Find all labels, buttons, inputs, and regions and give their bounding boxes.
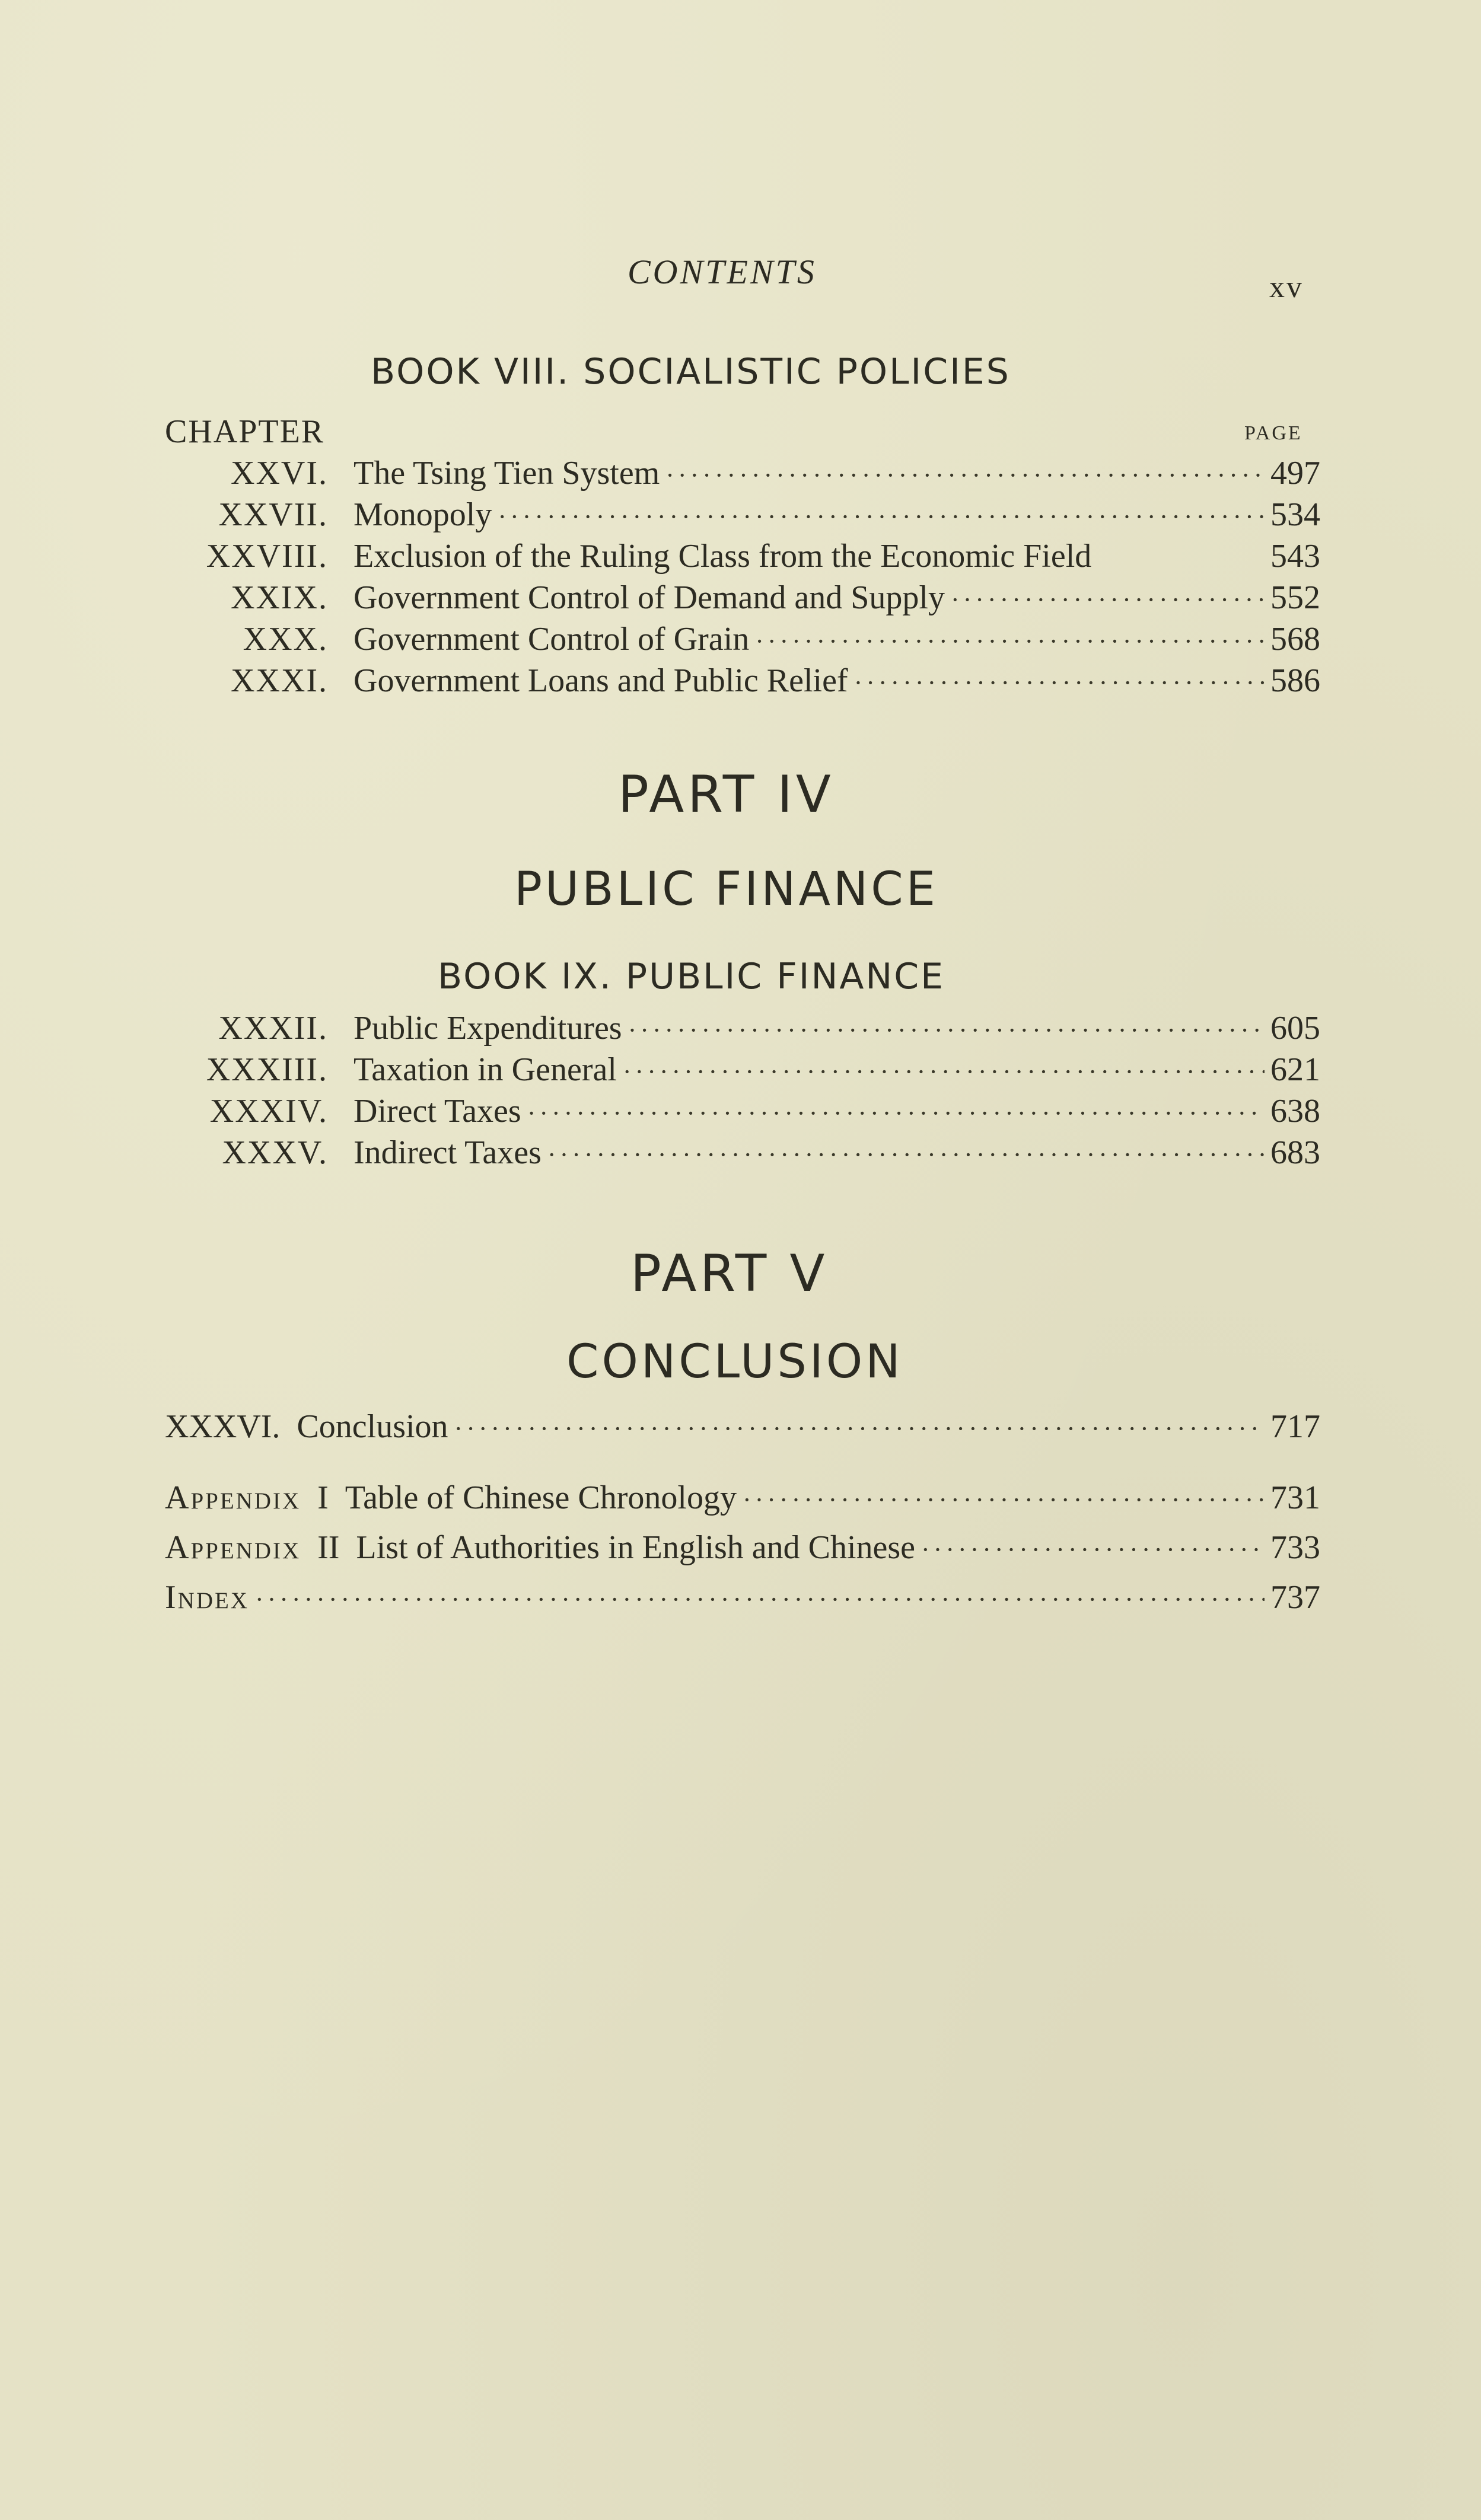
chapter-numeral: XXIX.	[231, 579, 328, 616]
chapter-title: Monopoly	[353, 496, 492, 533]
chapter-title: Taxation in General	[353, 1051, 617, 1088]
toc-entry[interactable]	[0, 662, 1481, 704]
chapter-numeral: XXVIII.	[206, 538, 328, 575]
toc-entry[interactable]	[0, 537, 1481, 580]
toc-entry-appendix[interactable]	[0, 1479, 1481, 1521]
chapter-numeral: XXVII.	[218, 496, 328, 533]
toc-entry[interactable]	[0, 1051, 1481, 1093]
toc-entry[interactable]	[0, 1092, 1481, 1135]
chapter-title: Government Control of Demand and Supply	[353, 579, 945, 616]
page-ref: 638	[1270, 1093, 1320, 1130]
part-v-heading: PART V	[630, 1244, 829, 1303]
dot-leader	[665, 460, 1265, 490]
toc-entry[interactable]	[0, 454, 1481, 497]
appendix-title: Table of Chinese Chronology	[345, 1479, 737, 1516]
dot-leader	[255, 1584, 1265, 1615]
chapter-numeral: XXXV.	[222, 1134, 328, 1171]
chapter-numeral: XXX.	[243, 621, 328, 658]
part-v-subheading: CONCLUSION	[566, 1335, 903, 1389]
page-ref: 543	[1270, 538, 1320, 575]
page-ref: 586	[1270, 662, 1320, 699]
dot-leader	[547, 1140, 1265, 1170]
chapter-title: Government Loans and Public Relief	[353, 662, 848, 699]
dot-leader	[921, 1535, 1265, 1565]
part-iv-subheading: PUBLIC FINANCE	[514, 863, 939, 916]
page-ref: 683	[1270, 1134, 1320, 1171]
page-ref: 497	[1270, 455, 1320, 492]
chapter-numeral: XXXII.	[218, 1010, 328, 1047]
page-ref: 737	[1270, 1579, 1320, 1616]
chapter-title: Indirect Taxes	[353, 1134, 542, 1171]
dot-leader	[527, 1098, 1265, 1128]
page-ref: 568	[1270, 621, 1320, 658]
toc-entry[interactable]	[0, 1408, 1481, 1450]
chapter-numeral: XXXI.	[231, 662, 328, 699]
chapter-column-label: CHAPTER	[165, 413, 325, 450]
chapter-numeral: XXXIII.	[206, 1051, 328, 1088]
dot-leader	[498, 502, 1265, 532]
appendix-numeral: I	[317, 1479, 329, 1516]
toc-entry[interactable]	[0, 1134, 1481, 1176]
appendix-label: Appendix	[165, 1479, 301, 1516]
dot-leader	[951, 585, 1265, 615]
book-viii-heading: BOOK VIII. SOCIALISTIC POLICIES	[371, 351, 1011, 393]
chapter-numeral: XXVI.	[231, 455, 328, 492]
page-ref: 731	[1270, 1479, 1320, 1516]
dot-leader	[854, 668, 1265, 698]
dot-leader	[743, 1485, 1265, 1515]
toc-entry[interactable]	[0, 620, 1481, 663]
chapter-numeral: XXXVI.	[165, 1408, 281, 1445]
chapter-title: The Tsing Tien System	[353, 455, 660, 492]
page-ref: 605	[1270, 1010, 1320, 1047]
appendix-numeral: II	[317, 1529, 340, 1566]
chapter-title: Exclusion of the Ruling Class from the Economic Field	[353, 538, 1092, 575]
toc-entry[interactable]	[0, 1009, 1481, 1052]
chapter-title: Government Control of Grain	[353, 621, 750, 658]
appendix-label: Appendix	[165, 1529, 301, 1566]
toc-entry[interactable]	[0, 496, 1481, 538]
chapter-title: Public Expenditures	[353, 1010, 622, 1047]
page-ref: 552	[1270, 579, 1320, 616]
dot-leader	[623, 1057, 1265, 1087]
page-ref: 621	[1270, 1051, 1320, 1088]
dot-leader	[755, 626, 1265, 656]
toc-entry-index[interactable]	[0, 1578, 1481, 1621]
chapter-title: Direct Taxes	[353, 1093, 521, 1130]
dot-leader	[628, 1015, 1265, 1045]
toc-entry[interactable]	[0, 579, 1481, 621]
appendix-title: List of Authorities in English and Chinese	[356, 1529, 916, 1566]
page-column-label: PAGE	[1244, 422, 1302, 444]
dot-leader	[454, 1414, 1265, 1444]
page-ref: 733	[1270, 1529, 1320, 1566]
part-iv-heading: PART IV	[618, 765, 835, 824]
index-label: Index	[165, 1579, 249, 1616]
book-ix-heading: BOOK IX. PUBLIC FINANCE	[438, 956, 945, 997]
chapter-numeral: XXXIV.	[209, 1093, 328, 1130]
toc-entry-appendix[interactable]	[0, 1529, 1481, 1571]
chapter-title: Conclusion	[297, 1408, 448, 1445]
page-number: xv	[1269, 270, 1304, 304]
page-ref: 534	[1270, 496, 1320, 533]
running-title: CONTENTS	[628, 253, 817, 291]
page-ref: 717	[1270, 1408, 1320, 1445]
